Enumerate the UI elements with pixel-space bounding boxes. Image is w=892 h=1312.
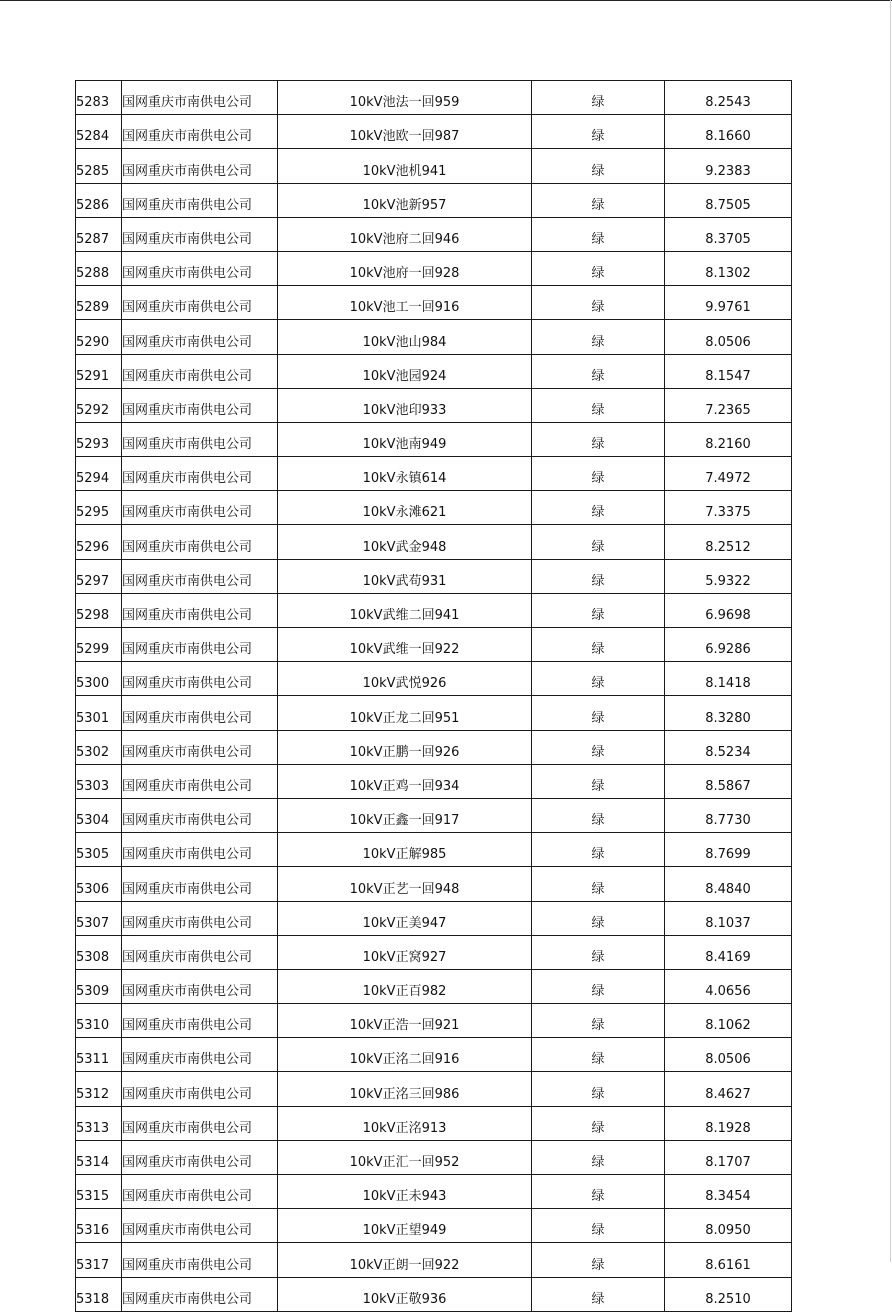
table-row — [76, 149, 792, 183]
table-row — [76, 217, 792, 251]
company-cell: 国网重庆市南供电公司 — [122, 901, 278, 935]
company-cell: 国网重庆市南供电公司 — [122, 422, 278, 456]
line-name-cell: 10kV正龙二回951 — [278, 696, 532, 730]
table-row — [76, 354, 792, 388]
table-row — [76, 115, 792, 149]
table-row — [76, 491, 792, 525]
row-number-cell: 5310 — [76, 1004, 122, 1038]
value-cell: 8.1547 — [665, 354, 792, 388]
row-number-cell: 5302 — [76, 730, 122, 764]
company-cell: 国网重庆市南供电公司 — [122, 388, 278, 422]
company-cell: 国网重庆市南供电公司 — [122, 491, 278, 525]
status-cell: 绿 — [532, 764, 665, 798]
table-row — [76, 457, 792, 491]
line-name-cell: 10kV正百982 — [278, 969, 532, 1003]
row-number-cell: 5298 — [76, 593, 122, 627]
value-cell: 7.3375 — [665, 491, 792, 525]
line-name-cell: 10kV池工一回916 — [278, 286, 532, 320]
value-cell: 9.2383 — [665, 149, 792, 183]
table-row — [76, 696, 792, 730]
value-cell: 8.1660 — [665, 115, 792, 149]
table-row — [76, 730, 792, 764]
company-cell: 国网重庆市南供电公司 — [122, 798, 278, 832]
table-row — [76, 1175, 792, 1209]
status-cell: 绿 — [532, 798, 665, 832]
company-cell: 国网重庆市南供电公司 — [122, 1243, 278, 1277]
feeder-data-table — [75, 80, 792, 1312]
table-row — [76, 388, 792, 422]
table-row — [76, 867, 792, 901]
table-row — [76, 1072, 792, 1106]
status-cell: 绿 — [532, 457, 665, 491]
company-cell: 国网重庆市南供电公司 — [122, 217, 278, 251]
line-name-cell: 10kV正鹏一回926 — [278, 730, 532, 764]
value-cell: 8.7699 — [665, 833, 792, 867]
table-row — [76, 764, 792, 798]
status-cell: 绿 — [532, 354, 665, 388]
company-cell: 国网重庆市南供电公司 — [122, 1072, 278, 1106]
company-cell: 国网重庆市南供电公司 — [122, 628, 278, 662]
company-cell: 国网重庆市南供电公司 — [122, 320, 278, 354]
line-name-cell: 10kV正艺一回948 — [278, 867, 532, 901]
value-cell: 8.7505 — [665, 183, 792, 217]
status-cell: 绿 — [532, 1072, 665, 1106]
status-cell: 绿 — [532, 217, 665, 251]
line-name-cell: 10kV正窝927 — [278, 935, 532, 969]
value-cell: 7.2365 — [665, 388, 792, 422]
status-cell: 绿 — [532, 969, 665, 1003]
status-cell: 绿 — [532, 251, 665, 285]
status-cell: 绿 — [532, 1038, 665, 1072]
company-cell: 国网重庆市南供电公司 — [122, 81, 278, 115]
page-right-edge — [890, 0, 891, 1262]
row-number-cell: 5312 — [76, 1072, 122, 1106]
row-number-cell: 5297 — [76, 559, 122, 593]
status-cell: 绿 — [532, 491, 665, 525]
table-row — [76, 1140, 792, 1174]
table-row — [76, 628, 792, 662]
value-cell: 8.1037 — [665, 901, 792, 935]
value-cell: 8.2543 — [665, 81, 792, 115]
status-cell: 绿 — [532, 1243, 665, 1277]
row-number-cell: 5300 — [76, 662, 122, 696]
company-cell: 国网重庆市南供电公司 — [122, 593, 278, 627]
status-cell: 绿 — [532, 320, 665, 354]
line-name-cell: 10kV池欧一回987 — [278, 115, 532, 149]
line-name-cell: 10kV池印933 — [278, 388, 532, 422]
row-number-cell: 5303 — [76, 764, 122, 798]
row-number-cell: 5315 — [76, 1175, 122, 1209]
table-row — [76, 320, 792, 354]
line-name-cell: 10kV正未943 — [278, 1175, 532, 1209]
status-cell: 绿 — [532, 1140, 665, 1174]
value-cell: 8.0950 — [665, 1209, 792, 1243]
value-cell: 8.2510 — [665, 1277, 792, 1311]
company-cell: 国网重庆市南供电公司 — [122, 559, 278, 593]
company-cell: 国网重庆市南供电公司 — [122, 662, 278, 696]
status-cell: 绿 — [532, 149, 665, 183]
table-row — [76, 833, 792, 867]
table-row — [76, 935, 792, 969]
row-number-cell: 5292 — [76, 388, 122, 422]
status-cell: 绿 — [532, 525, 665, 559]
value-cell: 8.1707 — [665, 1140, 792, 1174]
table-row — [76, 1277, 792, 1311]
table-row — [76, 183, 792, 217]
company-cell: 国网重庆市南供电公司 — [122, 1004, 278, 1038]
company-cell: 国网重庆市南供电公司 — [122, 1277, 278, 1311]
company-cell: 国网重庆市南供电公司 — [122, 730, 278, 764]
company-cell: 国网重庆市南供电公司 — [122, 251, 278, 285]
company-cell: 国网重庆市南供电公司 — [122, 1140, 278, 1174]
status-cell: 绿 — [532, 422, 665, 456]
line-name-cell: 10kV武金948 — [278, 525, 532, 559]
value-cell: 8.1418 — [665, 662, 792, 696]
line-name-cell: 10kV武苟931 — [278, 559, 532, 593]
company-cell: 国网重庆市南供电公司 — [122, 1106, 278, 1140]
line-name-cell: 10kV永滩621 — [278, 491, 532, 525]
table-row — [76, 251, 792, 285]
line-name-cell: 10kV正洺913 — [278, 1106, 532, 1140]
status-cell: 绿 — [532, 696, 665, 730]
company-cell: 国网重庆市南供电公司 — [122, 1175, 278, 1209]
line-name-cell: 10kV武悦926 — [278, 662, 532, 696]
table-row — [76, 81, 792, 115]
status-cell: 绿 — [532, 559, 665, 593]
page-top-rule — [0, 0, 892, 1]
table-row — [76, 559, 792, 593]
row-number-cell: 5311 — [76, 1038, 122, 1072]
status-cell: 绿 — [532, 286, 665, 320]
table-row — [76, 798, 792, 832]
company-cell: 国网重庆市南供电公司 — [122, 354, 278, 388]
line-name-cell: 10kV池法一回959 — [278, 81, 532, 115]
value-cell: 9.9761 — [665, 286, 792, 320]
line-name-cell: 10kV池机941 — [278, 149, 532, 183]
line-name-cell: 10kV池园924 — [278, 354, 532, 388]
table-row — [76, 593, 792, 627]
value-cell: 4.0656 — [665, 969, 792, 1003]
value-cell: 5.9322 — [665, 559, 792, 593]
company-cell: 国网重庆市南供电公司 — [122, 833, 278, 867]
row-number-cell: 5287 — [76, 217, 122, 251]
value-cell: 8.2160 — [665, 422, 792, 456]
status-cell: 绿 — [532, 115, 665, 149]
table-row — [76, 901, 792, 935]
table-row — [76, 1243, 792, 1277]
company-cell: 国网重庆市南供电公司 — [122, 286, 278, 320]
value-cell: 8.7730 — [665, 798, 792, 832]
company-cell: 国网重庆市南供电公司 — [122, 149, 278, 183]
table-row — [76, 1209, 792, 1243]
line-name-cell: 10kV正洺三回986 — [278, 1072, 532, 1106]
value-cell: 8.5234 — [665, 730, 792, 764]
line-name-cell: 10kV武维二回941 — [278, 593, 532, 627]
value-cell: 8.4169 — [665, 935, 792, 969]
table-row — [76, 969, 792, 1003]
row-number-cell: 5290 — [76, 320, 122, 354]
line-name-cell: 10kV池南949 — [278, 422, 532, 456]
status-cell: 绿 — [532, 183, 665, 217]
value-cell: 6.9286 — [665, 628, 792, 662]
line-name-cell: 10kV武维一回922 — [278, 628, 532, 662]
status-cell: 绿 — [532, 388, 665, 422]
line-name-cell: 10kV正望949 — [278, 1209, 532, 1243]
company-cell: 国网重庆市南供电公司 — [122, 764, 278, 798]
status-cell: 绿 — [532, 1175, 665, 1209]
value-cell: 8.0506 — [665, 320, 792, 354]
value-cell: 8.6161 — [665, 1243, 792, 1277]
status-cell: 绿 — [532, 935, 665, 969]
status-cell: 绿 — [532, 901, 665, 935]
table-row — [76, 286, 792, 320]
row-number-cell: 5283 — [76, 81, 122, 115]
row-number-cell: 5305 — [76, 833, 122, 867]
company-cell: 国网重庆市南供电公司 — [122, 969, 278, 1003]
table-row — [76, 1004, 792, 1038]
status-cell: 绿 — [532, 1277, 665, 1311]
status-cell: 绿 — [532, 593, 665, 627]
line-name-cell: 10kV正解985 — [278, 833, 532, 867]
status-cell: 绿 — [532, 662, 665, 696]
table-row — [76, 662, 792, 696]
line-name-cell: 10kV正朗一回922 — [278, 1243, 532, 1277]
value-cell: 6.9698 — [665, 593, 792, 627]
row-number-cell: 5314 — [76, 1140, 122, 1174]
value-cell: 8.1302 — [665, 251, 792, 285]
row-number-cell: 5317 — [76, 1243, 122, 1277]
line-name-cell: 10kV正浩一回921 — [278, 1004, 532, 1038]
value-cell: 8.4840 — [665, 867, 792, 901]
status-cell: 绿 — [532, 1209, 665, 1243]
row-number-cell: 5308 — [76, 935, 122, 969]
line-name-cell: 10kV正美947 — [278, 901, 532, 935]
company-cell: 国网重庆市南供电公司 — [122, 183, 278, 217]
table-row — [76, 1038, 792, 1072]
row-number-cell: 5286 — [76, 183, 122, 217]
line-name-cell: 10kV池新957 — [278, 183, 532, 217]
company-cell: 国网重庆市南供电公司 — [122, 1209, 278, 1243]
status-cell: 绿 — [532, 81, 665, 115]
table-row — [76, 525, 792, 559]
row-number-cell: 5296 — [76, 525, 122, 559]
table-row — [76, 422, 792, 456]
line-name-cell: 10kV正鑫一回917 — [278, 798, 532, 832]
line-name-cell: 10kV永镇614 — [278, 457, 532, 491]
row-number-cell: 5313 — [76, 1106, 122, 1140]
company-cell: 国网重庆市南供电公司 — [122, 867, 278, 901]
company-cell: 国网重庆市南供电公司 — [122, 1038, 278, 1072]
row-number-cell: 5301 — [76, 696, 122, 730]
row-number-cell: 5306 — [76, 867, 122, 901]
line-name-cell: 10kV池山984 — [278, 320, 532, 354]
row-number-cell: 5309 — [76, 969, 122, 1003]
company-cell: 国网重庆市南供电公司 — [122, 525, 278, 559]
company-cell: 国网重庆市南供电公司 — [122, 115, 278, 149]
status-cell: 绿 — [532, 1106, 665, 1140]
row-number-cell: 5307 — [76, 901, 122, 935]
row-number-cell: 5288 — [76, 251, 122, 285]
value-cell: 8.5867 — [665, 764, 792, 798]
line-name-cell: 10kV正敬936 — [278, 1277, 532, 1311]
value-cell: 8.3280 — [665, 696, 792, 730]
status-cell: 绿 — [532, 833, 665, 867]
value-cell: 8.1928 — [665, 1106, 792, 1140]
row-number-cell: 5316 — [76, 1209, 122, 1243]
value-cell: 7.4972 — [665, 457, 792, 491]
line-name-cell: 10kV池府一回928 — [278, 251, 532, 285]
row-number-cell: 5289 — [76, 286, 122, 320]
value-cell: 8.3454 — [665, 1175, 792, 1209]
value-cell: 8.0506 — [665, 1038, 792, 1072]
row-number-cell: 5318 — [76, 1277, 122, 1311]
row-number-cell: 5295 — [76, 491, 122, 525]
line-name-cell: 10kV正汇一回952 — [278, 1140, 532, 1174]
value-cell: 8.2512 — [665, 525, 792, 559]
value-cell: 8.4627 — [665, 1072, 792, 1106]
row-number-cell: 5285 — [76, 149, 122, 183]
row-number-cell: 5294 — [76, 457, 122, 491]
company-cell: 国网重庆市南供电公司 — [122, 457, 278, 491]
status-cell: 绿 — [532, 867, 665, 901]
status-cell: 绿 — [532, 1004, 665, 1038]
table-body — [76, 81, 792, 1312]
status-cell: 绿 — [532, 730, 665, 764]
company-cell: 国网重庆市南供电公司 — [122, 935, 278, 969]
value-cell: 8.1062 — [665, 1004, 792, 1038]
status-cell: 绿 — [532, 628, 665, 662]
line-name-cell: 10kV正鸡一回934 — [278, 764, 532, 798]
company-cell: 国网重庆市南供电公司 — [122, 696, 278, 730]
row-number-cell: 5284 — [76, 115, 122, 149]
table-row — [76, 1106, 792, 1140]
value-cell: 8.3705 — [665, 217, 792, 251]
row-number-cell: 5299 — [76, 628, 122, 662]
line-name-cell: 10kV池府二回946 — [278, 217, 532, 251]
line-name-cell: 10kV正洺二回916 — [278, 1038, 532, 1072]
row-number-cell: 5293 — [76, 422, 122, 456]
row-number-cell: 5304 — [76, 798, 122, 832]
row-number-cell: 5291 — [76, 354, 122, 388]
